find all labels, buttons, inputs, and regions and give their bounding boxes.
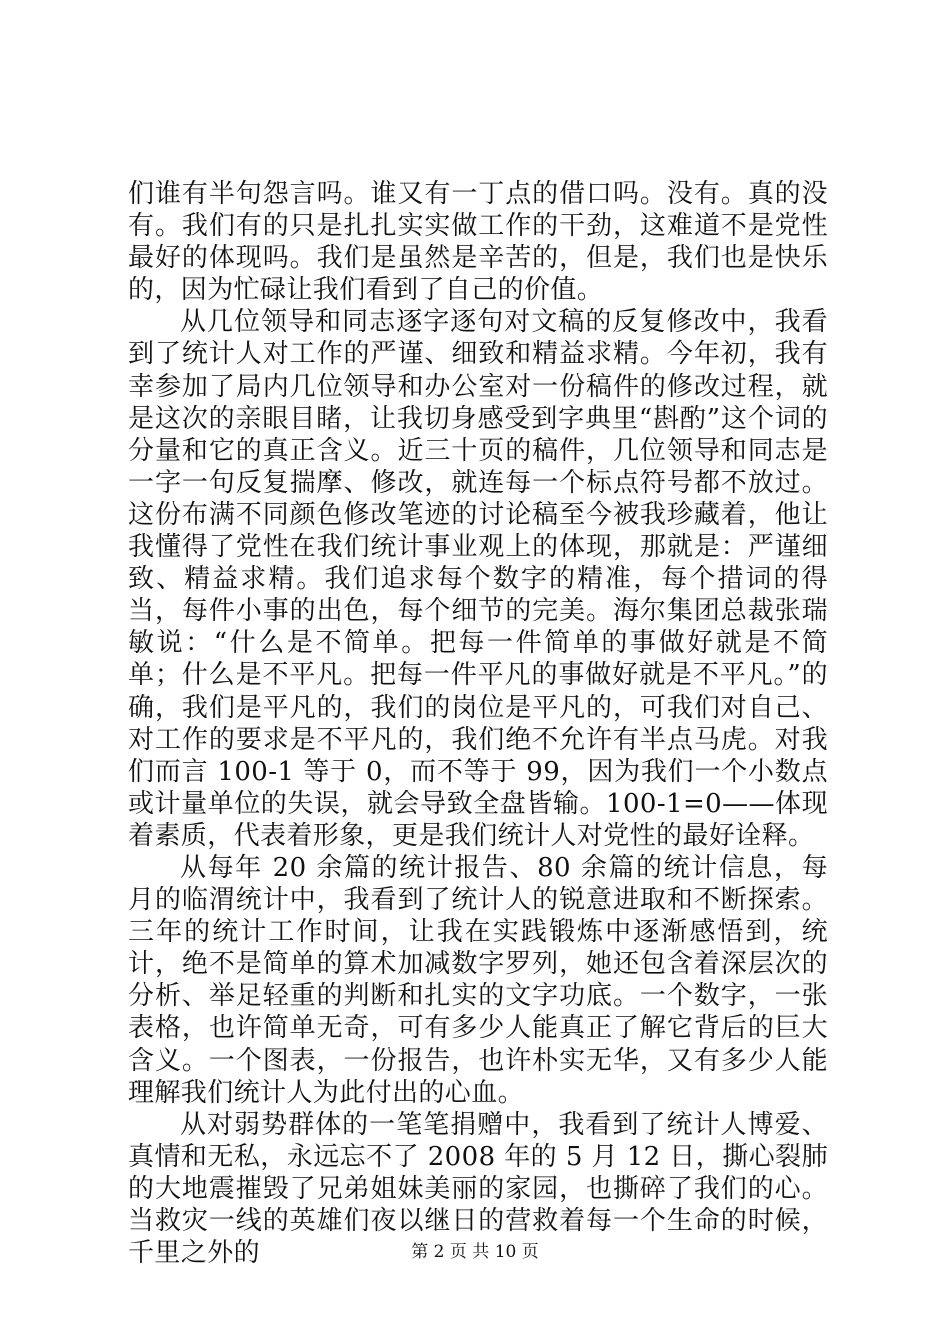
document-body: [128, 178, 828, 1269]
page-number-footer: 第 2 页 共 10 页: [411, 1242, 539, 1262]
paragraph-statistics-reports: 从每年 20 余篇的统计报告、80 余篇的统计信息，每月的临渭统计中，我看到了统计人的锐意进取和不断探索。三年的统计工作时间，让我在实践锻炼中逐渐感悟到，统计，绝不是简单的算术加减数字罗列，她还包含着深层次的分析、举足轻重的判断和扎实的文字功底。一个数字，一张表格，也许简单无奇，可有多少人能真正了解它背后的巨大含义。一个图表，一份报告，也许朴实无华，又有多少人能理解我们统计人为此付出的心血。: [128, 852, 828, 1108]
paragraph-revision: 从几位领导和同志逐字逐句对文稿的反复修改中，我看到了统计人对工作的严谨、细致和精益求精。今年初，我有幸参加了局内几位领导和办公室对一份稿件的修改过程，就是这次的亲眼目睹，让我切身感受到字典里“斟酌”这个词的分量和它的真正含义。近三十页的稿件，几位领导和同志是一字一句反复揣摩、修改，就连每一个标点符号都不放过。这份布满不同颜色修改笔迹的讨论稿至今被我珍藏着，他让我懂得了党性在我们统计事业观上的体现，那就是：严谨细致、精益求精。我们追求每个数字的精准，每个措词的得当，每件小事的出色，每个细节的完美。海尔集团总裁张瑞敏说：“什么是不简单。把每一件简单的事做好就是不简单；什么是不平凡。把每一件平凡的事做好就是不平凡。”的确，我们是平凡的，我们的岗位是平凡的，可我们对自己、对工作的要求是不平凡的，我们绝不允许有半点马虎。对我们而言 100-1 等于 0，而不等于 99，因为我们一个小数点或计量单位的失误，就会导致全盘皆输。100-1=0——体现着素质，代表着形象，更是我们统计人对党性的最好诠释。: [128, 307, 828, 851]
paragraph-donations: 从对弱势群体的一笔笔捐赠中，我看到了统计人博爱、真情和无私，永远忘不了 2008 年的 5 月 12 日，撕心裂肺的大地震摧毁了兄弟姐妹美丽的家园，也撕碎了我们的心。当救灾一线的英雄们夜以继日的营救着每一个生命的时候，千里之外的: [128, 1109, 828, 1269]
paragraph-continuation: 们谁有半句怨言吗。谁又有一丁点的借口吗。没有。真的没有。我们有的只是扎扎实实做工作的干劲，这难道不是党性最好的体现吗。我们是虽然是辛苦的，但是，我们也是快乐的，因为忙碌让我们看到了自己的价值。: [128, 179, 828, 306]
